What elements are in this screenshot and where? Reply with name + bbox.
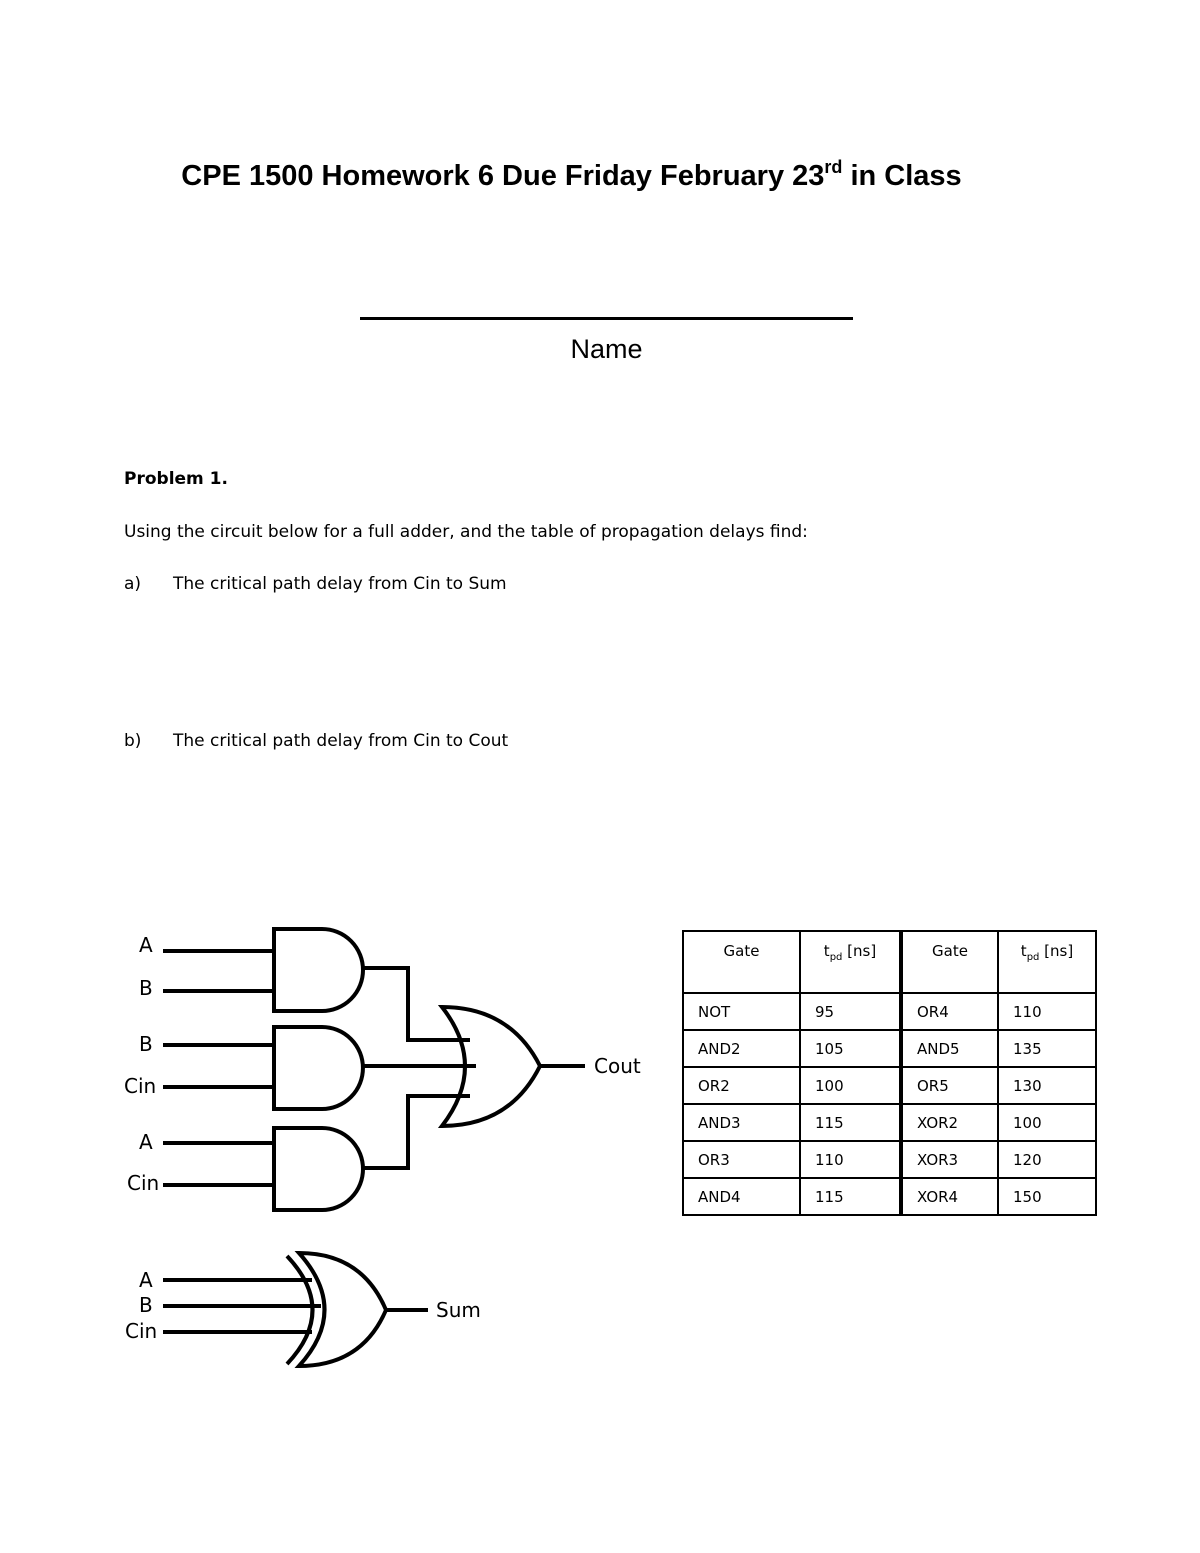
label-and3-a: A	[139, 1130, 153, 1154]
page-title: CPE 1500 Homework 6 Due Friday February 23rd in Class	[181, 157, 962, 192]
table-cell: AND4	[683, 1178, 800, 1215]
label-and2-b: B	[139, 1032, 153, 1056]
table-row	[683, 1141, 1096, 1178]
table-cell: 120	[998, 1141, 1096, 1178]
table-cell: 95	[800, 993, 901, 1030]
header-gate-2: Gate	[901, 931, 998, 993]
name-label: Name	[570, 334, 643, 364]
table-cell: 135	[998, 1030, 1096, 1067]
problem-intro: Using the circuit below for a full adder, and the table of propagation delays find:	[124, 522, 808, 542]
table-cell: 115	[800, 1178, 901, 1215]
header-tpd-2: $t_{pd}$ [ns]	[998, 931, 1096, 993]
table-row	[683, 993, 1096, 1030]
label-xor-a: A	[139, 1268, 153, 1292]
table-row	[683, 1067, 1096, 1104]
label-and1-b: B	[139, 976, 153, 1000]
table-cell: 105	[800, 1030, 901, 1067]
label-sum: Sum	[436, 1298, 481, 1322]
part-b-text: The critical path delay from Cin to Cout	[173, 731, 509, 751]
table-cell: 100	[800, 1067, 901, 1104]
table-row	[683, 1178, 1096, 1215]
label-xor-b: B	[139, 1293, 153, 1317]
table-row	[683, 1030, 1096, 1067]
table-header-row	[683, 931, 1096, 993]
label-xor-cin: Cin	[125, 1319, 158, 1343]
part-a-marker: a)	[124, 574, 142, 594]
part-a-text: The critical path delay from Cin to Sum	[173, 574, 507, 594]
table-cell: 115	[800, 1104, 901, 1141]
table-cell: OR3	[683, 1141, 800, 1178]
label-cout: Cout	[594, 1054, 641, 1078]
table-cell: XOR3	[901, 1141, 998, 1178]
table-cell: 100	[998, 1104, 1096, 1141]
table-cell: 150	[998, 1178, 1096, 1215]
label-and2-cin: Cin	[124, 1074, 157, 1098]
xor-gate-back-curve	[287, 1256, 313, 1364]
table-cell: XOR4	[901, 1178, 998, 1215]
and-gate-2	[274, 1027, 363, 1109]
and-gate-3	[274, 1128, 363, 1210]
label-and3-cin: Cin	[127, 1171, 160, 1195]
table-cell: 130	[998, 1067, 1096, 1104]
and-gate-1	[274, 929, 363, 1011]
table-row	[683, 1104, 1096, 1141]
table-cell: NOT	[683, 993, 800, 1030]
table-cell: XOR2	[901, 1104, 998, 1141]
header-tpd-1: $t_{pd}$ [ns]	[800, 931, 901, 993]
table-cell: 110	[800, 1141, 901, 1178]
part-b-marker: b)	[124, 731, 142, 751]
table-cell: AND2	[683, 1030, 800, 1067]
table-cell: OR4	[901, 993, 998, 1030]
table-cell: OR5	[901, 1067, 998, 1104]
problem-heading: Problem 1.	[124, 469, 228, 489]
propagation-delay-table	[682, 930, 1097, 1216]
label-and1-a: A	[139, 933, 153, 957]
table-cell: 110	[998, 993, 1096, 1030]
table-cell: AND3	[683, 1104, 800, 1141]
table-cell: AND5	[901, 1030, 998, 1067]
table-cell: OR2	[683, 1067, 800, 1104]
header-gate-1: Gate	[683, 931, 800, 993]
